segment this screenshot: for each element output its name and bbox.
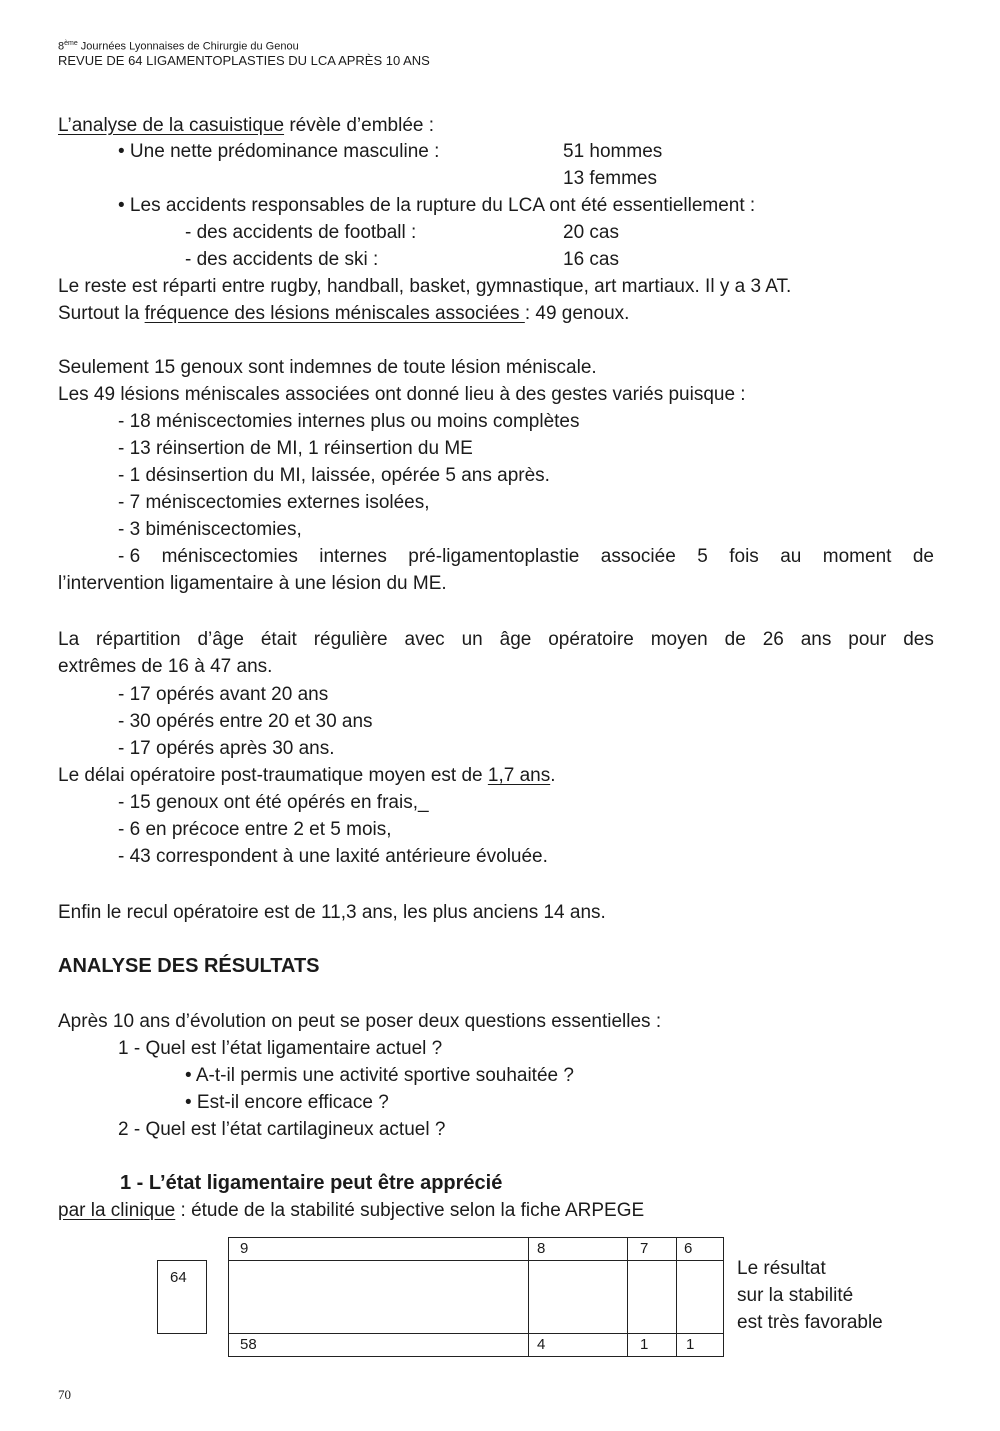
table-cell — [676, 1333, 724, 1357]
menisque-paragraph — [58, 545, 934, 596]
age-paragraph — [58, 628, 934, 679]
recul-line: Enfin le recul opératoire est de 11,3 ans, les plus anciens 14 ans. — [58, 902, 606, 923]
table-cell — [228, 1237, 529, 1261]
value-football: 20 cas — [563, 222, 619, 243]
accident-ski: - des accidents de ski : — [185, 249, 379, 270]
question-1b: • Est-il encore efficace ? — [185, 1092, 389, 1113]
list-item: - 15 genoux ont été opérés en frais,_ — [118, 792, 429, 813]
cell-value: 1 — [686, 1336, 695, 1353]
table-cell — [676, 1260, 724, 1334]
article-title: REVUE DE 64 LIGAMENTOPLASTIES DU LCA APRÈS 10 ANS — [58, 53, 430, 68]
list-item: - 7 méniscectomies externes isolées, — [118, 492, 430, 513]
total-value: 64 — [170, 1269, 187, 1286]
question-1: 1 - Quel est l’état ligamentaire actuel ? — [118, 1038, 443, 1059]
cell-value: 9 — [240, 1240, 249, 1257]
cell-value: 6 — [684, 1240, 693, 1257]
questions-intro: Après 10 ans d’évolution on peut se poser deux questions essentielles : — [58, 1011, 662, 1032]
question-1a: • A-t-il permis une activité sportive souhaitée ? — [185, 1065, 574, 1086]
list-item: - 6 en précoce entre 2 et 5 mois, — [118, 819, 392, 840]
result-note: est très favorable — [737, 1312, 883, 1333]
list-item: - 43 correspondent à une laxité antérieure évoluée. — [118, 846, 548, 867]
bullet-masculine: • Une nette prédominance masculine : — [118, 141, 440, 162]
cell-value: 4 — [537, 1336, 546, 1353]
result-note: Le résultat — [737, 1258, 826, 1279]
paragraph-continuation: extrêmes de 16 à 47 ans. — [58, 656, 273, 677]
list-item: - 17 opérés après 30 ans. — [118, 738, 335, 759]
delai-line: Le délai opératoire post-traumatique moyen est de 1,7 ans. — [58, 765, 556, 786]
journal-header: 8ème Journées Lyonnaises de Chirurgie du Genou — [58, 40, 299, 53]
table-cell — [528, 1260, 628, 1334]
justified-line: La répartition d’âge était régulière avec un âge opératoire moyen de 26 ans pour des — [58, 629, 934, 650]
section-heading: ANALYSE DES RÉSULTATS — [58, 955, 320, 977]
menisque-intro: Les 49 lésions méniscales associées ont donné lieu à des gestes variés puisque : — [58, 384, 746, 405]
cell-value: 8 — [537, 1240, 546, 1257]
table-cell — [627, 1260, 677, 1334]
casuistique-intro: L’analyse de la casuistique révèle d’emblée : — [58, 115, 435, 136]
accident-football: - des accidents de football : — [185, 222, 417, 243]
list-item: - 3 biméniscectomies, — [118, 519, 302, 540]
cell-value: 1 — [640, 1336, 649, 1353]
paragraph-continuation: l’intervention ligamentaire à une lésion du ME. — [58, 573, 447, 594]
value-hommes: 51 hommes — [563, 141, 663, 162]
table-cell — [228, 1260, 529, 1334]
list-item: - 18 méniscectomies internes plus ou moins complètes — [118, 411, 580, 432]
justified-line: - 6 méniscectomies internes pré-ligamentoplastie associée 5 fois au moment de — [118, 546, 934, 567]
table-cell — [627, 1237, 677, 1261]
question-2: 2 - Quel est l’état cartilagineux actuel ? — [118, 1119, 446, 1140]
list-item: - 13 réinsertion de MI, 1 réinsertion du ME — [118, 438, 473, 459]
list-item: - 1 désinsertion du MI, laissée, opérée 5 ans après. — [118, 465, 550, 486]
list-item: - 30 opérés entre 20 et 30 ans — [118, 711, 373, 732]
clinique-line: par la clinique : étude de la stabilité subjective selon la fiche ARPEGE — [58, 1200, 645, 1221]
frequence-line: Surtout la fréquence des lésions méniscales associées : 49 genoux. — [58, 303, 630, 324]
subsection-heading: 1 - L’état ligamentaire peut être apprécié — [120, 1172, 503, 1194]
page-number: 70 — [58, 1387, 71, 1402]
value-ski: 16 cas — [563, 249, 619, 270]
reste-line: Le reste est réparti entre rugby, handball, basket, gymnastique, art martiaux. Il y a 3 AT. — [58, 276, 792, 297]
result-note: sur la stabilité — [737, 1285, 854, 1306]
table-cell — [228, 1333, 529, 1357]
table-cell — [627, 1333, 677, 1357]
cell-value: 58 — [240, 1336, 257, 1353]
list-item: - 17 opérés avant 20 ans — [118, 684, 329, 705]
value-femmes: 13 femmes — [563, 168, 657, 189]
cell-value: 7 — [640, 1240, 649, 1257]
menisque-indemnes: Seulement 15 genoux sont indemnes de toute lésion méniscale. — [58, 357, 597, 378]
bullet-accidents: • Les accidents responsables de la rupture du LCA ont été essentiellement : — [118, 195, 756, 216]
